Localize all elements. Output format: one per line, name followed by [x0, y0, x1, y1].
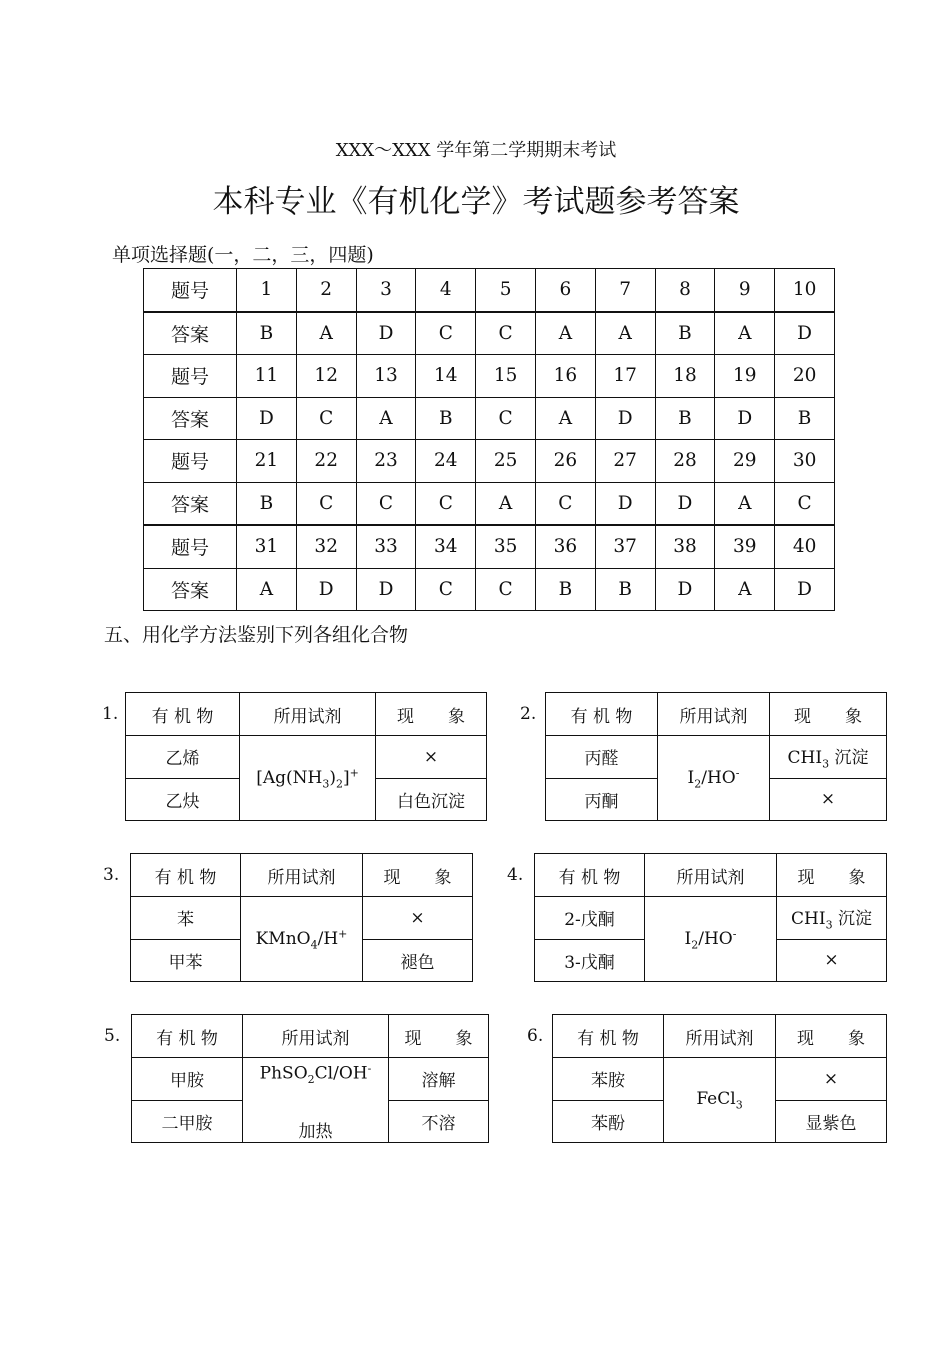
row-label-answer: 答案: [144, 397, 237, 440]
compound-cell: 乙烯: [126, 736, 240, 779]
answer-cell: A: [476, 482, 536, 525]
answer-cell: A: [296, 312, 356, 355]
row-label-question: 题号: [144, 355, 237, 398]
question-number-cell: 2: [296, 269, 356, 312]
col-reagent-header: 所用试剂: [241, 854, 363, 897]
answer-cell: C: [296, 482, 356, 525]
phenomenon-cell: $CHI_3$ 沉淀: [777, 897, 887, 940]
reagent-formula: FeCl$_3$: [696, 1088, 743, 1112]
question-number-row: [144, 440, 835, 483]
reagent-cell: [664, 1058, 776, 1143]
col-phenomenon-header: 现 象: [376, 693, 487, 736]
row-label-question: 题号: [144, 525, 237, 568]
question-number-cell: 14: [416, 355, 476, 398]
question-number-cell: 38: [655, 525, 715, 568]
question-number-cell: 32: [296, 525, 356, 568]
answer-cell: B: [655, 397, 715, 440]
answer-cell: C: [476, 312, 536, 355]
answer-cell: C: [416, 312, 476, 355]
question-number-cell: 22: [296, 440, 356, 483]
identification-table: [552, 1014, 887, 1143]
answer-cell: A: [356, 397, 416, 440]
question-number-cell: 16: [535, 355, 595, 398]
answer-cell: B: [237, 312, 297, 355]
answer-row: [144, 312, 835, 355]
group-number: 4.: [507, 865, 524, 885]
question-number-cell: 23: [356, 440, 416, 483]
section1-heading: 单项选择题(一，二，三，四题): [112, 244, 374, 266]
group-number: 3.: [103, 865, 120, 885]
question-number-cell: 18: [655, 355, 715, 398]
reagent-formula: PhSO$_2$Cl/OH-: [259, 1062, 372, 1087]
compound-cell: 乙炔: [126, 778, 240, 821]
question-number-cell: 19: [715, 355, 775, 398]
identification-table: [125, 692, 487, 821]
phenomenon-cell: 显紫色: [776, 1100, 887, 1143]
compound-cell: 丙酮: [546, 778, 658, 821]
answer-cell: B: [416, 397, 476, 440]
compound-cell: 苯胺: [553, 1058, 664, 1101]
col-phenomenon-header: 现 象: [776, 1015, 887, 1058]
answer-row: [144, 568, 835, 611]
compound-cell: 2-戊酮: [535, 897, 645, 940]
identification-table: [545, 692, 887, 821]
phenomenon-cell: 白色沉淀: [376, 778, 487, 821]
answer-cell: D: [775, 568, 835, 611]
question-number-cell: 3: [356, 269, 416, 312]
phenomenon-cell: 褪色: [363, 939, 473, 982]
question-number-cell: 20: [775, 355, 835, 398]
question-number-row: [144, 355, 835, 398]
question-number-cell: 39: [715, 525, 775, 568]
phenomenon-cell: 溶解: [389, 1058, 489, 1101]
answer-cell: B: [775, 397, 835, 440]
identification-table: [534, 853, 887, 982]
question-number-cell: 1: [237, 269, 297, 312]
reagent-cell: [241, 897, 363, 982]
question-number-cell: 12: [296, 355, 356, 398]
question-number-cell: 25: [476, 440, 536, 483]
answer-cell: A: [237, 568, 297, 611]
question-number-cell: 9: [715, 269, 775, 312]
answer-cell: C: [416, 482, 476, 525]
reagent-cell: [645, 897, 777, 982]
identification-table: [131, 1014, 489, 1143]
row-label-answer: 答案: [144, 312, 237, 355]
phenomenon-cell: ×: [363, 897, 473, 940]
answer-cell: D: [715, 397, 775, 440]
group-number: 2.: [520, 704, 537, 724]
row-label-answer: 答案: [144, 482, 237, 525]
answer-cell: B: [535, 568, 595, 611]
answer-cell: A: [535, 397, 595, 440]
col-reagent-header: 所用试剂: [664, 1015, 776, 1058]
reagent-formula: $[Ag(NH_3)_2]^+$: [256, 765, 359, 791]
reagent-cell: [240, 736, 376, 821]
compound-cell: 苯: [131, 897, 241, 940]
answer-cell: A: [715, 568, 775, 611]
question-number-cell: 13: [356, 355, 416, 398]
question-number-cell: 28: [655, 440, 715, 483]
exam-subtitle: XXX～XXX 学年第二学期期末考试: [335, 140, 617, 161]
question-number-cell: 29: [715, 440, 775, 483]
phenomenon-cell: ×: [770, 778, 887, 821]
answer-cell: D: [356, 568, 416, 611]
col-reagent-header: 所用试剂: [240, 693, 376, 736]
col-phenomenon-header: 现 象: [777, 854, 887, 897]
question-number-cell: 31: [237, 525, 297, 568]
answer-cell: D: [775, 312, 835, 355]
answer-cell: D: [595, 397, 655, 440]
answer-cell: D: [237, 397, 297, 440]
answer-cell: A: [535, 312, 595, 355]
answer-cell: C: [476, 568, 536, 611]
reagent-formula: $I_2/HO^-$: [684, 926, 737, 952]
answer-cell: C: [416, 568, 476, 611]
group-number: 6.: [527, 1026, 544, 1046]
col-reagent-header: 所用试剂: [243, 1015, 389, 1058]
col-phenomenon-header: 现 象: [363, 854, 473, 897]
phenomenon-cell: ×: [776, 1058, 887, 1101]
question-number-row: [144, 269, 835, 312]
question-number-cell: 11: [237, 355, 297, 398]
answer-cell: D: [595, 482, 655, 525]
compound-cell: 3-戊酮: [535, 939, 645, 982]
col-compound-header: 有 机 物: [131, 854, 241, 897]
answer-cell: D: [356, 312, 416, 355]
answer-row: [144, 397, 835, 440]
row-label-question: 题号: [144, 269, 237, 312]
row-label-question: 题号: [144, 440, 237, 483]
question-number-cell: 30: [775, 440, 835, 483]
answer-cell: A: [595, 312, 655, 355]
reagent-formula: KMnO$_4$/H+: [255, 926, 348, 952]
question-number-cell: 8: [655, 269, 715, 312]
question-number-cell: 5: [476, 269, 536, 312]
col-reagent-header: 所用试剂: [658, 693, 770, 736]
group-number: 1.: [102, 704, 119, 724]
compound-cell: 甲苯: [131, 939, 241, 982]
question-number-cell: 26: [535, 440, 595, 483]
answer-cell: A: [715, 482, 775, 525]
question-number-cell: 27: [595, 440, 655, 483]
answer-cell: C: [356, 482, 416, 525]
phenomenon-cell: $CHI_3$ 沉淀: [770, 736, 887, 779]
answer-cell: C: [775, 482, 835, 525]
question-number-cell: 33: [356, 525, 416, 568]
col-phenomenon-header: 现 象: [770, 693, 887, 736]
question-number-cell: 40: [775, 525, 835, 568]
answer-cell: C: [476, 397, 536, 440]
col-compound-header: 有 机 物: [132, 1015, 243, 1058]
section5-heading: 五、用化学方法鉴别下列各组化合物: [104, 624, 409, 646]
compound-cell: 甲胺: [132, 1058, 243, 1101]
group-number: 5.: [104, 1026, 121, 1046]
answer-cell: B: [655, 312, 715, 355]
compound-cell: 苯酚: [553, 1100, 664, 1143]
compound-cell: 丙醛: [546, 736, 658, 779]
question-number-cell: 4: [416, 269, 476, 312]
answer-cell: B: [237, 482, 297, 525]
answer-cell: C: [296, 397, 356, 440]
answer-row: [144, 482, 835, 525]
question-number-cell: 35: [476, 525, 536, 568]
col-phenomenon-header: 现 象: [389, 1015, 489, 1058]
answer-table: [143, 268, 835, 611]
reagent-formula: $I_2/HO^-$: [687, 765, 740, 791]
exam-title: 本科专业《有机化学》考试题参考答案: [212, 184, 740, 220]
phenomenon-cell: ×: [376, 736, 487, 779]
row-label-answer: 答案: [144, 568, 237, 611]
col-compound-header: 有 机 物: [553, 1015, 664, 1058]
question-number-cell: 7: [595, 269, 655, 312]
phenomenon-cell: ×: [777, 939, 887, 982]
question-number-cell: 10: [775, 269, 835, 312]
col-compound-header: 有 机 物: [126, 693, 240, 736]
question-number-cell: 34: [416, 525, 476, 568]
answer-cell: D: [655, 568, 715, 611]
answer-cell: C: [535, 482, 595, 525]
col-compound-header: 有 机 物: [535, 854, 645, 897]
question-number-cell: 37: [595, 525, 655, 568]
question-number-cell: 36: [535, 525, 595, 568]
reagent-cell: [658, 736, 770, 821]
question-number-cell: 6: [535, 269, 595, 312]
answer-cell: A: [715, 312, 775, 355]
answer-cell: D: [296, 568, 356, 611]
question-number-cell: 17: [595, 355, 655, 398]
question-number-row: [144, 525, 835, 568]
question-number-cell: 15: [476, 355, 536, 398]
identification-table: [130, 853, 473, 982]
col-reagent-header: 所用试剂: [645, 854, 777, 897]
reagent-cell: [243, 1058, 389, 1143]
answer-cell: D: [655, 482, 715, 525]
col-compound-header: 有 机 物: [546, 693, 658, 736]
question-number-cell: 21: [237, 440, 297, 483]
phenomenon-cell: 不溶: [389, 1100, 489, 1143]
answer-cell: B: [595, 568, 655, 611]
question-number-cell: 24: [416, 440, 476, 483]
compound-cell: 二甲胺: [132, 1100, 243, 1143]
reagent-condition: 加热: [298, 1121, 333, 1142]
